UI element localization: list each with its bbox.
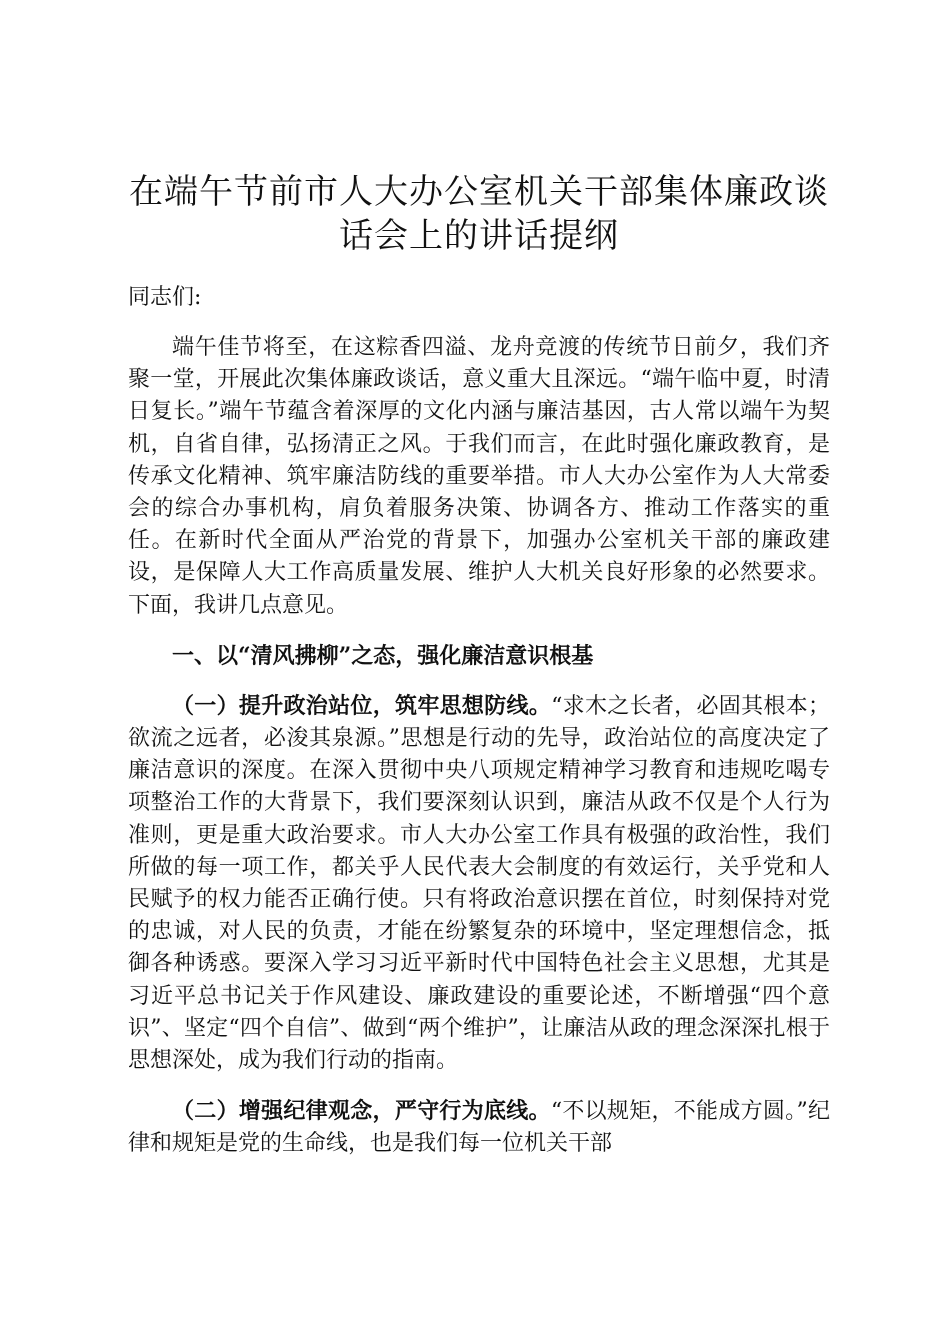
subsection-2-lead: （二）增强纪律观念，严守行为底线。	[172, 1098, 551, 1125]
intro-paragraph: 端午佳节将至，在这粽香四溢、龙舟竞渡的传统节日前夕，我们齐聚一堂，开展此次集体廉政谈话，意义重大且深远。“端午临中夏，时清日复长。”端午节蕴含着深厚的文化内涵与廉洁基因，古人常以端午为契机，自省自律，弘扬清正之风。于我们而言，在此时强化廉政教育，是传承文化精神、筑牢廉洁防线的重要举措。市人大办公室作为人大常委会的综合办事机构，肩负着服务决策、协调各方、推动工作落实的重任。在新时代全面从严治党的背景下，加强办公室机关干部的廉政建设，是保障人大工作高质量发展、维护人大机关良好形象的必然要求。下面，我讲几点意见。	[128, 335, 830, 618]
subsection-2-text: “不以规矩，不能成方圆。”纪律和规矩是党的生命线，也是我们每一位机关干部	[128, 1099, 830, 1157]
title-line-1: 在端午节前市人大办公室机关干部集体廉政谈	[129, 172, 829, 212]
subsection-1-paragraph	[128, 690, 830, 1077]
subsection-1-lead: （一）提升政治站位，筑牢思想防线。	[172, 692, 552, 719]
title-line-2: 话会上的讲话提纲	[339, 216, 619, 256]
document-title	[128, 170, 830, 258]
subsection-2-paragraph	[128, 1095, 830, 1160]
subsection-1-text: “求木之长者，必固其根本；欲流之远者，必浚其泉源。”思想是行动的先导，政治站位的高度决定了廉洁意识的深度。在深入贯彻中央八项规定精神学习教育和违规吃喝专项整治工作的大背景下，我们要深刻认识到，廉洁从政不仅是个人行为准则，更是重大政治要求。市人大办公室工作具有极强的政治性，我们所做的每一项工作，都关乎人民代表大会制度的有效运行，关乎党和人民赋予的权力能否正确行使。只有将政治意识摆在首位，时刻保持对党的忠诚，对人民的负责，才能在纷繁复杂的环境中，坚定理想信念，抵御各种诱惑。要深入学习习近平新时代中国特色社会主义思想，尤其是习近平总书记关于作风建设、廉政建设的重要论述，不断增强“四个意识”、坚定“四个自信”、做到“两个维护”，让廉洁从政的理念深深扎根于思想深处，成为我们行动的指南。	[128, 693, 830, 1074]
section-1-heading: 一、以“清风拂柳”之态，强化廉洁意识根基	[172, 642, 594, 669]
document-page	[128, 170, 830, 1161]
salutation: 同志们:	[128, 285, 202, 310]
